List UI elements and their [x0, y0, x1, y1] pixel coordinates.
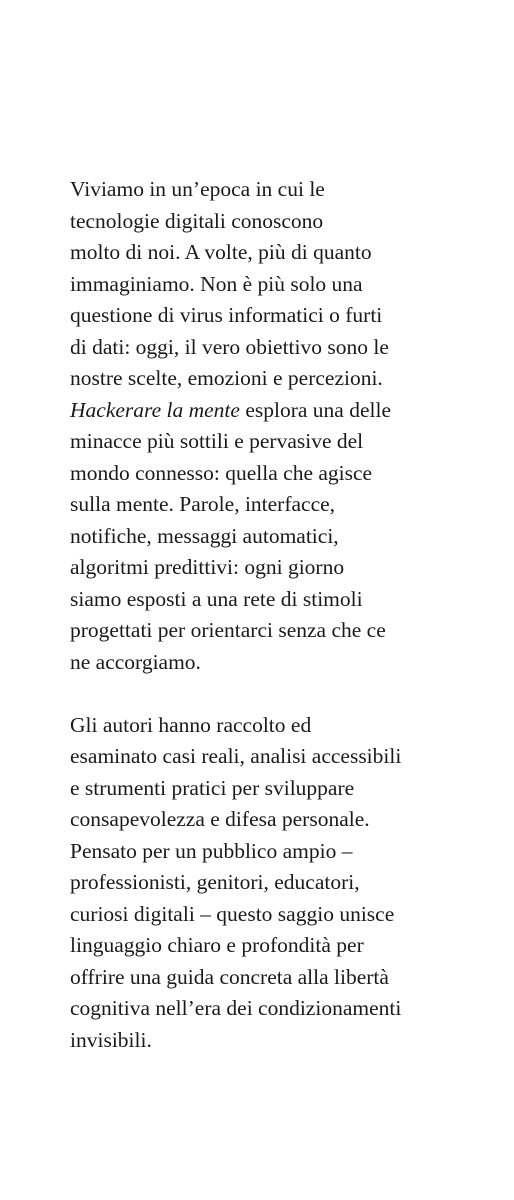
- text-line: progettati per orientarci senza che ce: [70, 618, 386, 642]
- text-line: notifiche, messaggi automatici,: [70, 523, 339, 548]
- text-line: ne accorgiamo.: [70, 649, 201, 674]
- text-line: e strumenti pratici per sviluppare: [70, 775, 355, 800]
- text-line: offrire una guida concreta alla libertà: [70, 964, 389, 989]
- text-line-with-title: [70, 395, 510, 427]
- blurb-paragraph-2: [70, 710, 510, 1057]
- text-line: nostre scelte, emozioni e percezioni.: [70, 366, 383, 390]
- text-line: consapevolezza e difesa personale.: [70, 807, 370, 831]
- text-line: Viviamo in un’epoca in cui le: [70, 177, 325, 201]
- text-line: minacce più sottili e pervasive del: [70, 429, 364, 453]
- book-title-italic: Hackerare la mente: [70, 397, 240, 422]
- text-line: siamo esposti a una rete di stimoli: [70, 586, 363, 611]
- text-line: linguaggio chiaro e profondità per: [70, 933, 364, 957]
- text-line: algoritmi predittivi: ogni giorno: [70, 555, 345, 579]
- text-line: cognitiva nell’era dei condizionamenti: [70, 996, 402, 1020]
- text-line: esaminato casi reali, analisi accessibili: [70, 744, 402, 768]
- blurb-paragraph-1: [70, 174, 510, 678]
- text-line: mondo connesso: quella che agisce: [70, 460, 373, 485]
- text-line: di dati: oggi, il vero obiettivo sono le: [70, 334, 389, 359]
- text-line: immaginiamo. Non è più solo una: [70, 271, 363, 296]
- text-line: Pensato per un pubblico ampio –: [70, 838, 353, 863]
- text-line: tecnologie digitali conoscono: [70, 208, 324, 233]
- text-line: molto di noi. A volte, più di quanto: [70, 240, 372, 264]
- text-line: curiosi digitali – questo saggio unisce: [70, 901, 395, 926]
- blurb-text-block: [70, 174, 510, 1056]
- text-line: invisibili.: [70, 1027, 152, 1052]
- title-line-rest: esplora una delle: [239, 397, 391, 422]
- text-line: Gli autori hanno raccolto ed: [70, 712, 312, 737]
- text-line: professionisti, genitori, educatori,: [70, 870, 360, 894]
- text-line: questione di virus informatici o furti: [70, 303, 383, 327]
- text-line: sulla mente. Parole, interfacce,: [70, 492, 336, 516]
